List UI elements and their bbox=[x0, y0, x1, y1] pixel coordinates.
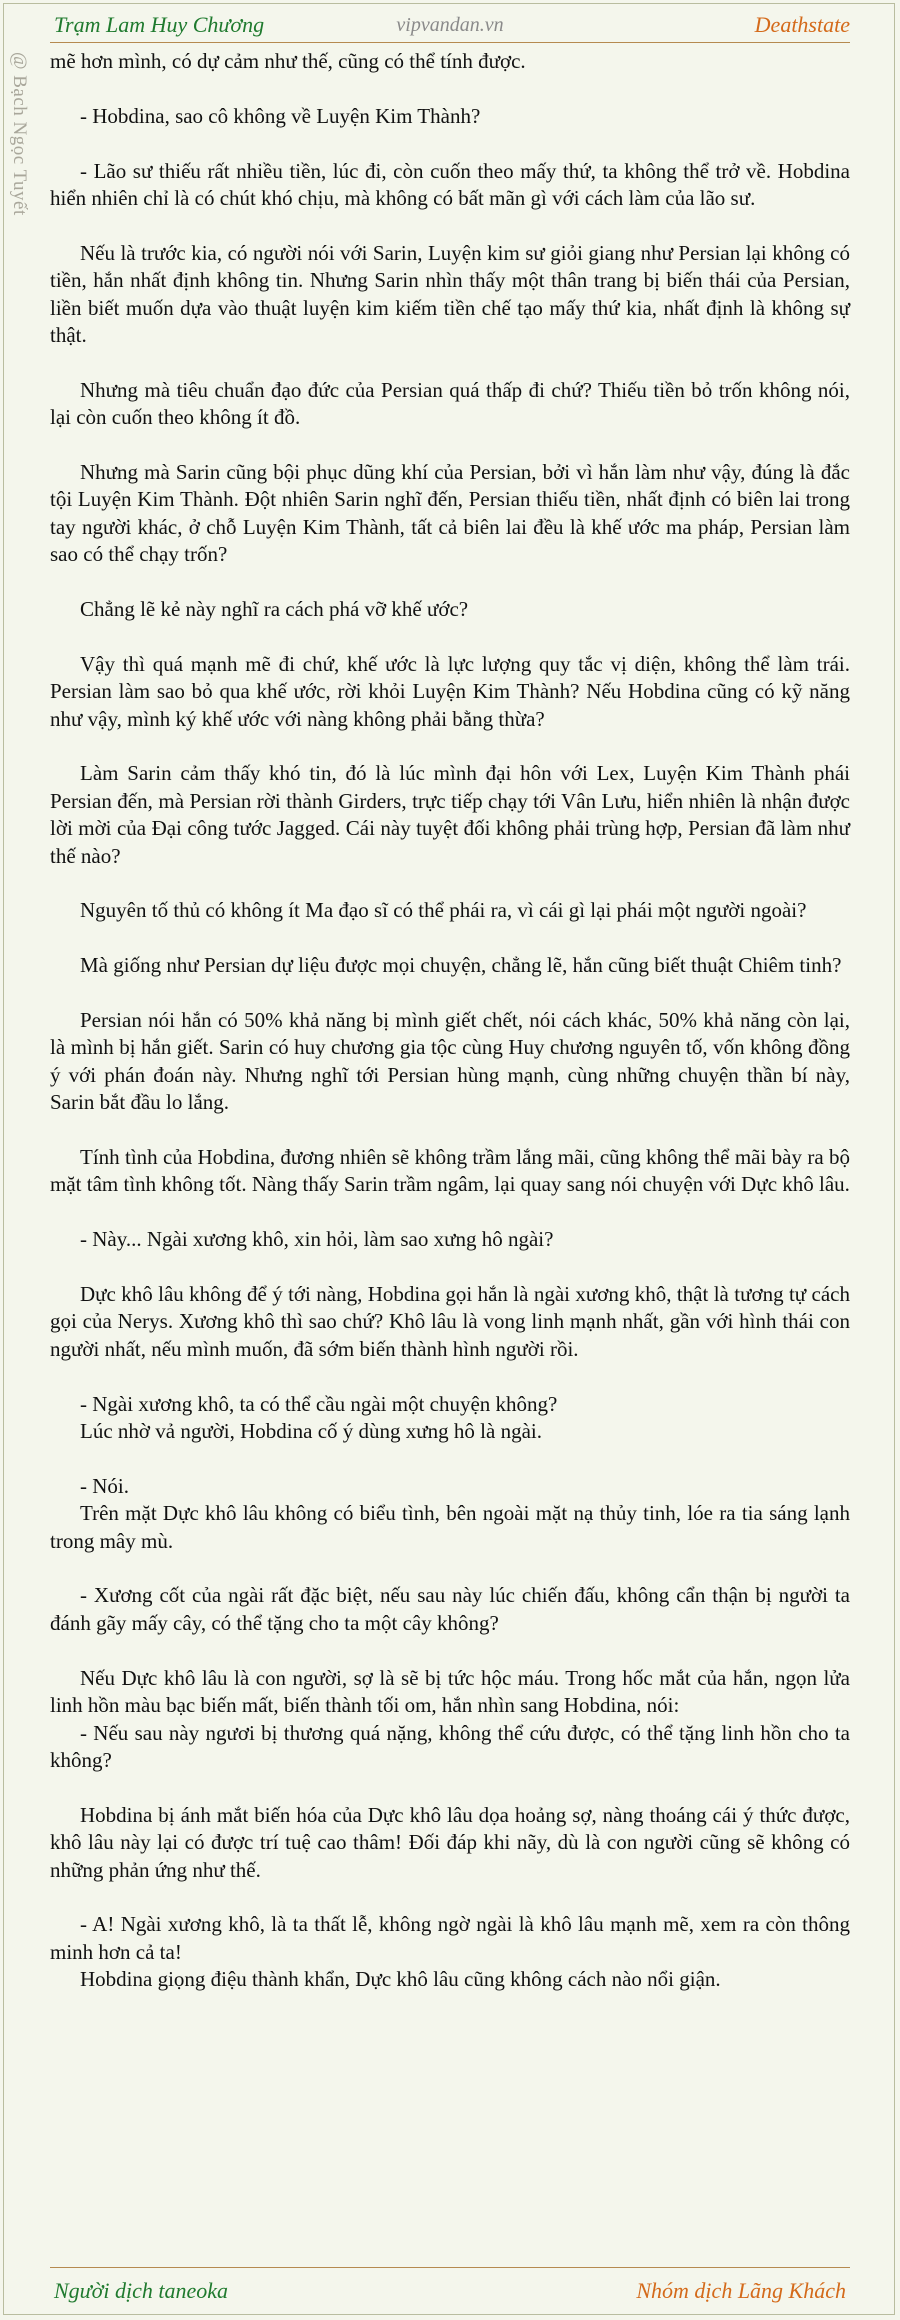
uploader-name[interactable]: Deathstate bbox=[754, 12, 850, 37]
header-divider bbox=[50, 42, 850, 43]
paragraph: Nhưng mà Sarin cũng bội phục dũng khí của Persian, bởi vì hắn làm như vậy, đúng là đắc tội Luyện Kim Thành. Đột nhiên Sarin nghĩ đến, Persian thiếu tiền, nhất định có biên lai trong tay người khác, ở chỗ Luyện Kim Thành, tất cả biên lai đều là khế ước ma pháp, Persian làm sao có thể chạy trốn? bbox=[50, 460, 850, 567]
paragraph: Nếu là trước kia, có người nói với Sarin, Luyện kim sư giỏi giang như Persian lại không có tiền, hắn nhất định không tin. Nhưng Sarin nhìn thấy một thân trang bị biến thái của Persian, liền biết muốn dựa vào thuật luyện kim kiếm tiền chế tạo mấy thứ kia, nhất định là không sự thật. bbox=[50, 240, 850, 348]
paragraph: Hobdina bị ánh mắt biến hóa của Dực khô lâu dọa hoảng sợ, nàng thoáng cái ý thức được, khô lâu này lại có được trí tuệ cao thâm! Đối đáp khi nãy, dù là con người cũng sẽ không có những phản ứng như thế. bbox=[50, 1802, 850, 1882]
paragraph: - Này... Ngài xương khô, xin hỏi, làm sao xưng hô ngài? bbox=[80, 1227, 554, 1252]
paragraph: - Xương cốt của ngài rất đặc biệt, nếu sau này lúc chiến đấu, không cẩn thận bị người ta đánh gãy mấy cây, có thể tặng cho ta một cây không? bbox=[50, 1583, 850, 1635]
group-credit: Nhóm dịch Lãng Khách bbox=[636, 2278, 846, 2303]
page-footer bbox=[50, 2272, 850, 2308]
paragraph: Nguyên tố thủ có không ít Ma đạo sĩ có thể phái ra, vì cái gì lại phái một người ngoài? bbox=[80, 898, 807, 923]
paragraph: Làm Sarin cảm thấy khó tin, đó là lúc mình đại hôn với Lex, Luyện Kim Thành phái Persian đến, mà Persian rời thành Girders, trực tiếp chạy tới Vân Lưu, hiển nhiên là nhận được lời mời của Đại công tước Jagged. Cái này tuyệt đối không phải trùng hợp, Persian đã làm như thế nào? bbox=[50, 761, 850, 868]
paragraph: Lúc nhờ vả người, Hobdina cố ý dùng xưng hô là ngài. bbox=[80, 1419, 542, 1444]
paragraph: Mà giống như Persian dự liệu được mọi chuyện, chẳng lẽ, hắn cũng biết thuật Chiêm tinh? bbox=[80, 953, 842, 978]
paragraph: Nếu Dực khô lâu là con người, sợ là sẽ bị tức hộc máu. Trong hốc mắt của hắn, ngọn lửa linh hồn màu bạc biến mất, biến thành tối om, hắn nhìn sang Hobdina, nói: bbox=[50, 1665, 850, 1718]
footer-divider bbox=[50, 2267, 850, 2268]
paragraph: - A! Ngài xương khô, là ta thất lễ, không ngờ ngài là khô lâu mạnh mẽ, xem ra còn thông minh hơn cả ta! bbox=[50, 1912, 850, 1964]
paragraph: - Lão sư thiếu rất nhiều tiền, lúc đi, còn cuốn theo mấy thứ, ta không thể trở về. Hobdina hiển nhiên chỉ là có chút khó chịu, mà không có bất mãn gì với cách làm của lão sư. bbox=[50, 158, 850, 210]
paragraph: Vậy thì quá mạnh mẽ đi chứ, khế ước là lực lượng quy tắc vị diện, không thể làm trái. Persian làm sao bỏ qua khế ước, rời khỏi Luyện Kim Thành? Nếu Hobdina cũng có kỹ năng như vậy, mình ký khế ước với nàng không phải bằng thừa? bbox=[50, 651, 850, 731]
paragraph: Trên mặt Dực khô lâu không có biểu tình, bên ngoài mặt nạ thủy tinh, lóe ra tia sáng lạnh trong mây mù. bbox=[50, 1501, 850, 1553]
site-url[interactable]: vipvandan.vn bbox=[396, 14, 504, 36]
paragraph: Hobdina giọng điệu thành khẩn, Dực khô lâu cũng không cách nào nổi giận. bbox=[80, 1967, 721, 1992]
paragraph: Persian nói hắn có 50% khả năng bị mình giết chết, nói cách khác, 50% khả năng còn lại, là mình bị hắn giết. Sarin có huy chương gia tộc cùng Huy chương nguyên tố, vốn không đồng ý với phán đoán này. Nhưng nghĩ tới Persian hùng mạnh, cùng những chuyện thần bí này, Sarin bắt đầu lo lắng. bbox=[50, 1008, 850, 1115]
side-credit bbox=[8, 52, 38, 272]
paragraph: - Nếu sau này ngươi bị thương quá nặng, không thể cứu được, có thể tặng linh hồn cho ta không? bbox=[50, 1720, 850, 1772]
site-name[interactable]: Trạm Lam Huy Chương bbox=[54, 12, 265, 37]
translator-credit: Người dịch taneoka bbox=[54, 2278, 229, 2303]
paragraph: - Nói. bbox=[80, 1473, 129, 1498]
paragraph: Nhưng mà tiêu chuẩn đạo đức của Persian quá thấp đi chứ? Thiếu tiền bỏ trốn không nói, lại còn cuốn theo không ít đồ. bbox=[50, 377, 850, 430]
paragraph: Dực khô lâu không để ý tới nàng, Hobdina gọi hắn là ngài xương khô, thật là tương tự cách gọi của Nerys. Xương khô thì sao chứ? Khô lâu là vong linh mạnh nhất, gần với hình thái con người nhất, nếu mình muốn, đã sớm biến thành hình người rồi. bbox=[50, 1282, 850, 1361]
side-credit-text: @ Bạch Ngọc Tuyết bbox=[9, 52, 30, 216]
paragraph: - Ngài xương khô, ta có thể cầu ngài một chuyện không? bbox=[80, 1391, 558, 1416]
paragraph: - Hobdina, sao cô không về Luyện Kim Thành? bbox=[80, 103, 481, 128]
paragraph: Tính tình của Hobdina, đương nhiên sẽ không trầm lắng mãi, cũng không thể mãi bày ra bộ mặt tâm tình không tốt. Nàng thấy Sarin trầm ngâm, lại quay sang nói chuyện với Dực khô lâu. bbox=[50, 1145, 850, 1197]
page-header bbox=[50, 8, 850, 40]
paragraph: mẽ hơn mình, có dự cảm như thế, cũng có thể tính được. bbox=[50, 49, 526, 73]
paragraph: Chẳng lẽ kẻ này nghĩ ra cách phá vỡ khế ước? bbox=[80, 597, 469, 622]
chapter-text bbox=[50, 48, 850, 1994]
